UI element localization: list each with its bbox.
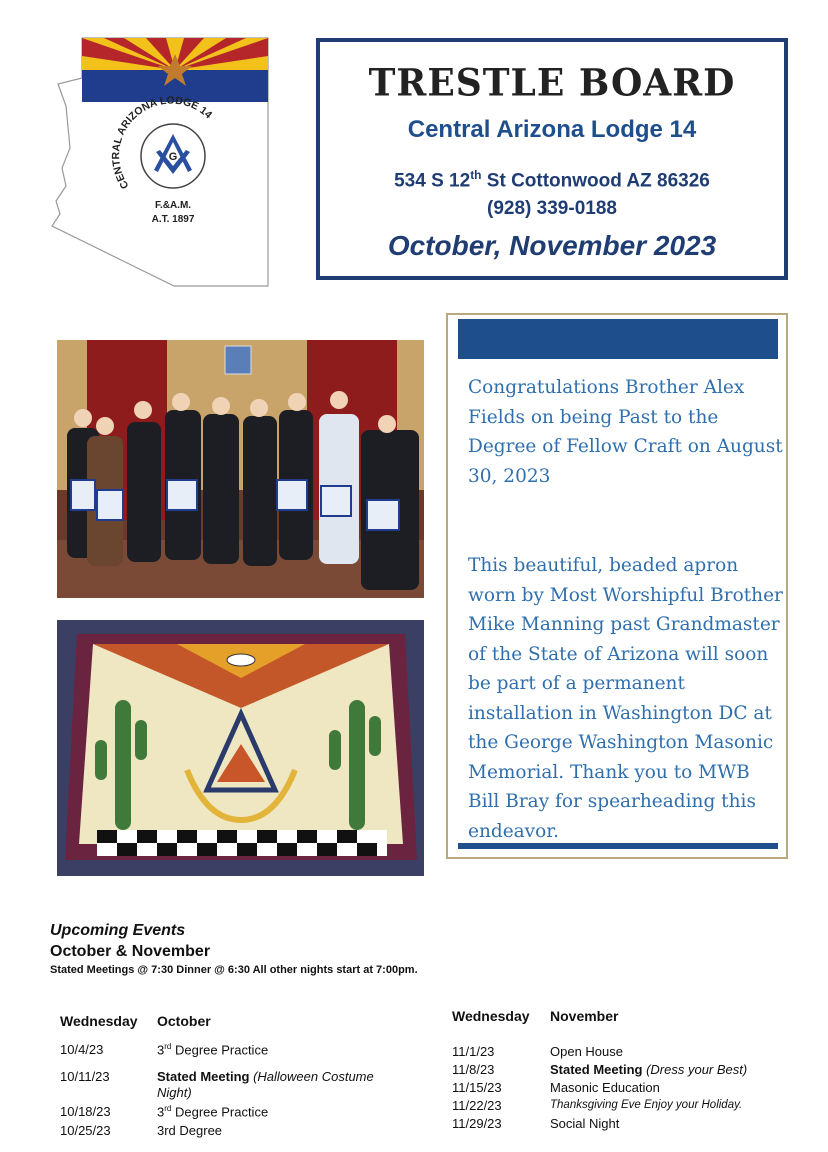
events-heading: Upcoming Events: [50, 922, 186, 939]
event-date: 11/1/23: [452, 1044, 495, 1059]
newsletter-title: TRESTLE BOARD: [368, 60, 736, 106]
event-description: 3rd Degree Practice: [157, 1104, 269, 1120]
lodge-logo: [44, 36, 274, 292]
box-header-band: [458, 319, 778, 359]
lodge-address: 534 S 12th St Cottonwood AZ 86326: [394, 168, 710, 192]
header-box: [316, 38, 788, 280]
event-description: Social Night: [550, 1116, 620, 1131]
lodge-name: Central Arizona Lodge 14: [407, 116, 697, 143]
event-description: Stated Meeting (Dress your Best): [550, 1062, 748, 1077]
arizona-state-outline-icon: [44, 36, 274, 292]
issue-date: October, November 2023: [387, 230, 717, 261]
logo-line2: A.T. 1897: [151, 214, 195, 225]
events-subheading: October & November: [50, 943, 211, 960]
october-month-header: October: [157, 1013, 211, 1029]
logo-badge-letter: G: [168, 151, 178, 163]
event-description: 3rd Degree Practice: [157, 1042, 269, 1058]
event-date: 11/22/23: [452, 1098, 502, 1113]
event-description: Thanksgiving Eve Enjoy your Holiday.: [550, 1099, 743, 1111]
event-description: Masonic Education: [550, 1080, 660, 1095]
event-date: 10/4/23: [60, 1042, 104, 1057]
event-date: 11/15/23: [452, 1080, 502, 1095]
event-date: 10/11/23: [60, 1069, 110, 1084]
congratulations-message: Congratulations Brother Alex Fields on being Past to the Degree of Fellow Craft on August 30, 2023: [468, 377, 783, 487]
events-note: Stated Meetings @ 7:30 Dinner @ 6:30 All other nights start at 7:00pm.: [50, 964, 418, 976]
event-date: 10/18/23: [60, 1104, 111, 1119]
apron-message: This beautiful, beaded apron worn by Most Worshipful Brother Mike Manning past Grandmaster of the State of Arizona will soon be part of a permanent installation in Washington DC at the George Washington Masonic Memorial. Thank you to MWB Bill Bray for spearheading this endeavor.: [468, 555, 783, 842]
congratulations-box: [446, 313, 788, 859]
group-photo: [57, 340, 424, 598]
logo-arc-text: CENTRAL ARIZONA LODGE 14: [110, 94, 215, 191]
event-description: Open House: [550, 1044, 623, 1059]
box-footer-band: [458, 843, 778, 849]
october-day-header: Wednesday: [60, 1013, 138, 1029]
event-description: 3rd Degree: [157, 1123, 223, 1138]
november-day-header: Wednesday: [452, 1008, 530, 1024]
beaded-apron-photo: [57, 620, 424, 876]
event-date: 11/29/23: [452, 1116, 502, 1131]
november-month-header: November: [550, 1008, 619, 1024]
lodge-phone: (928) 339-0188: [487, 198, 617, 219]
event-date: 11/8/23: [452, 1062, 495, 1077]
logo-line1: F.&A.M.: [154, 200, 192, 211]
event-date: 10/25/23: [60, 1123, 111, 1138]
event-description: Stated Meeting (Halloween Costume Night): [157, 1069, 374, 1100]
